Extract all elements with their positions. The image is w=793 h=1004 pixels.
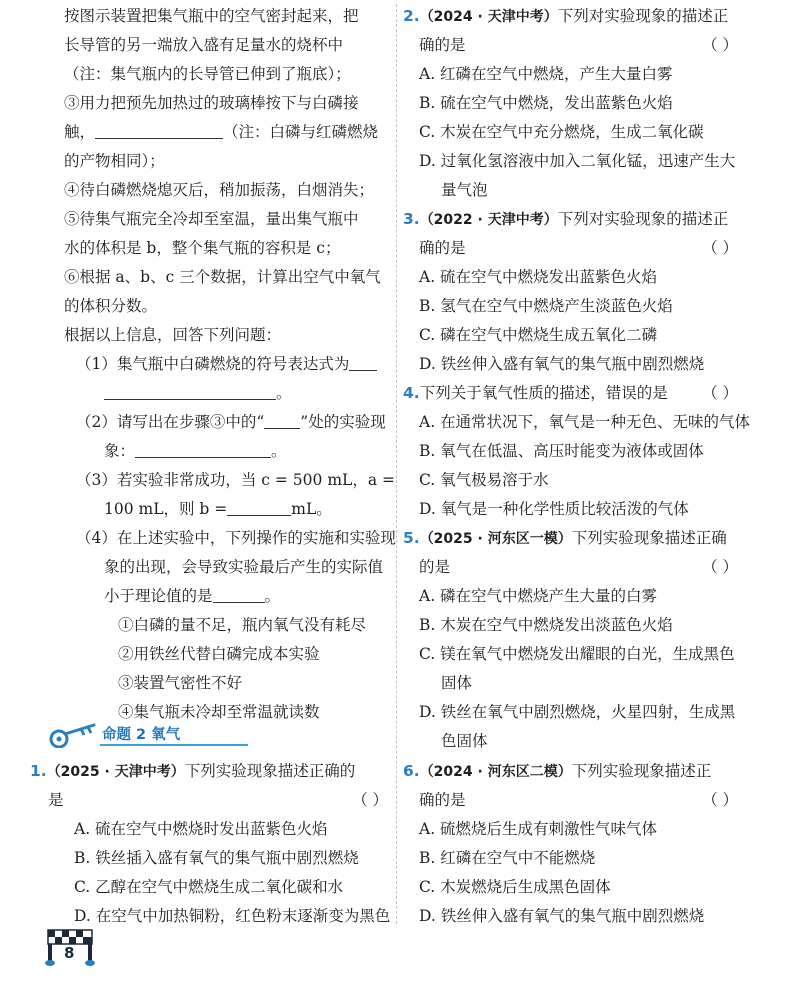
option-item: C. 镁在氧气中燃烧发出耀眼的白光，生成黑色 bbox=[419, 645, 735, 663]
answer-paren[interactable]: （ ） bbox=[702, 558, 738, 576]
step-5-text: ⑤待集气瓶完全冷却至室温，量出集气瓶中 bbox=[64, 210, 359, 228]
answer-blank[interactable] bbox=[135, 441, 271, 458]
option-item: 固体 bbox=[441, 674, 473, 692]
question-stem: 6.（2024 · 河东区二模）下列实验现象描述正 bbox=[403, 762, 712, 780]
step-6-text: ⑥根据 a、b、c 三个数据，计算出空气中氧气 bbox=[64, 268, 381, 286]
step-3-text: 的产物相同）； bbox=[64, 152, 165, 170]
option-item: D. 铁丝在氧气中剧烈燃烧，火星四射，生成黑 bbox=[419, 703, 736, 721]
option-item: C. 氧气极易溶于水 bbox=[419, 471, 549, 489]
answer-blank[interactable] bbox=[104, 383, 276, 400]
option-item: ③装置气密性不好 bbox=[118, 674, 243, 692]
question-3-text: （3）若实验非常成功，当 c = 500 mL，a = bbox=[76, 471, 395, 489]
option-item: A. 硫在空气中燃烧发出蓝紫色火焰 bbox=[419, 268, 658, 286]
option-item: B. 木炭在空气中燃烧发出淡蓝色火焰 bbox=[419, 616, 673, 634]
option-item: ②用铁丝代替白磷完成本实验 bbox=[118, 645, 320, 663]
step-3-text: 触， （注：白磷与红磷燃烧 bbox=[64, 123, 379, 141]
answer-paren[interactable]: （ ） bbox=[702, 36, 738, 54]
option-item: C. 木炭在空气中充分燃烧，生成二氧化碳 bbox=[419, 123, 704, 141]
question-stem: 3.（2022 · 天津中考）下列对实验现象的描述正 bbox=[403, 210, 729, 228]
option-item: D. 铁丝伸入盛有氧气的集气瓶中剧烈燃烧 bbox=[419, 355, 705, 373]
question-stem: 是 （ ） bbox=[48, 788, 388, 812]
answer-paren[interactable]: （ ） bbox=[702, 791, 738, 809]
question-stem: 4.下列关于氧气性质的描述，错误的是 （ ） bbox=[403, 381, 738, 405]
question-stem: 确的是 （ ） bbox=[419, 236, 738, 260]
questions-intro: 根据以上信息，回答下列问题： bbox=[64, 326, 282, 344]
question-1-answer: 。 bbox=[104, 381, 292, 405]
question-stem: 确的是 （ ） bbox=[419, 33, 738, 57]
option-item: C. 磷在空气中燃烧生成五氧化二磷 bbox=[419, 326, 658, 344]
question-stem: 1.（2025 · 天津中考）下列实验现象描述正确的 bbox=[30, 762, 356, 780]
option-item: D. 在空气中加热铜粉，红色粉末逐渐变为黑色 bbox=[74, 907, 391, 925]
intro-line: 按图示装置把集气瓶中的空气密封起来，把 bbox=[64, 7, 359, 25]
answer-blank[interactable] bbox=[95, 122, 223, 139]
answer-blank[interactable] bbox=[213, 586, 265, 603]
option-item: B. 氢气在空气中燃烧产生淡蓝色火焰 bbox=[419, 297, 673, 315]
answer-paren[interactable]: （ ） bbox=[702, 384, 738, 402]
question-stem: 确的是 （ ） bbox=[419, 788, 738, 812]
option-item: B. 氧气在低温、高压时能变为液体或固体 bbox=[419, 442, 704, 460]
step-3-text: ③用力把预先加热过的玻璃棒按下与白磷接 bbox=[64, 94, 359, 112]
section-title: 命题 2 氧气 bbox=[102, 727, 181, 743]
step-4-text: ④待白磷燃烧熄灭后，稍加振荡，白烟消失； bbox=[64, 181, 375, 199]
key-icon bbox=[48, 722, 102, 752]
answer-blank[interactable] bbox=[227, 499, 291, 516]
option-item: B. 硫在空气中燃烧，发出蓝紫色火焰 bbox=[419, 94, 673, 112]
question-4-text: 小于理论值的是 。 bbox=[104, 587, 281, 605]
option-item: A. 在通常状况下，氧气是一种无色、无味的气体 bbox=[419, 413, 751, 431]
step-6-text: 的体积分数。 bbox=[64, 297, 158, 315]
option-item: D. 氧气是一种化学性质比较活泼的气体 bbox=[419, 500, 689, 518]
question-3-text: 100 mL，则 b = mL。 bbox=[104, 500, 332, 518]
answer-paren[interactable]: （ ） bbox=[352, 791, 388, 809]
option-item: D. 过氧化氢溶液中加入二氧化锰，迅速产生大 bbox=[419, 152, 736, 170]
option-item: A. 磷在空气中燃烧产生大量的白雾 bbox=[419, 587, 658, 605]
question-4-text: 象的出现，会导致实验最后产生的实际值 bbox=[104, 558, 384, 576]
question-stem: 的是 （ ） bbox=[419, 555, 738, 579]
question-2-answer: 象： 。 bbox=[104, 442, 287, 460]
option-item: ④集气瓶未冷却至常温就读数 bbox=[118, 703, 320, 721]
column-divider bbox=[396, 4, 397, 924]
question-4-text: （4）在上述实验中，下列操作的实施和实验现 bbox=[76, 529, 396, 547]
option-item: B. 红磷在空气中不能燃烧 bbox=[419, 849, 596, 867]
answer-blank[interactable] bbox=[264, 412, 300, 429]
question-stem: 5.（2025 · 河东区一模）下列实验现象描述正确 bbox=[403, 529, 727, 547]
intro-line: 长导管的另一端放入盛有足量水的烧杯中 bbox=[64, 36, 344, 54]
option-item: C. 木炭燃烧后生成黑色固体 bbox=[419, 878, 611, 896]
page-number: 8 bbox=[64, 944, 75, 962]
section-underline bbox=[100, 744, 248, 746]
option-item: 色固体 bbox=[441, 732, 488, 750]
question-stem: 2.（2024 · 天津中考）下列对实验现象的描述正 bbox=[403, 7, 729, 25]
step-5-text: 水的体积是 b，整个集气瓶的容积是 c； bbox=[64, 239, 341, 257]
option-item: A. 硫在空气中燃烧时发出蓝紫色火焰 bbox=[74, 820, 328, 838]
option-item: D. 铁丝伸入盛有氧气的集气瓶中剧烈燃烧 bbox=[419, 907, 705, 925]
option-item: C. 乙醇在空气中燃烧生成二氧化碳和水 bbox=[74, 878, 344, 896]
answer-paren[interactable]: （ ） bbox=[702, 239, 738, 257]
option-item: A. 硫燃烧后生成有刺激性气味气体 bbox=[419, 820, 658, 838]
option-item: 量气泡 bbox=[441, 181, 488, 199]
question-1-text: （1）集气瓶中白磷燃烧的符号表达式为 bbox=[76, 352, 377, 376]
intro-line: （注：集气瓶内的长导管已伸到了瓶底）； bbox=[64, 65, 351, 83]
answer-blank[interactable] bbox=[349, 354, 377, 371]
option-item: A. 红磷在空气中燃烧，产生大量白雾 bbox=[419, 65, 673, 83]
option-item: ①白磷的量不足，瓶内氧气没有耗尽 bbox=[118, 616, 367, 634]
question-2-text: （2）请写出在步骤③中的“ ”处的实验现 bbox=[76, 413, 386, 431]
option-item: B. 铁丝插入盛有氧气的集气瓶中剧烈燃烧 bbox=[74, 849, 359, 867]
